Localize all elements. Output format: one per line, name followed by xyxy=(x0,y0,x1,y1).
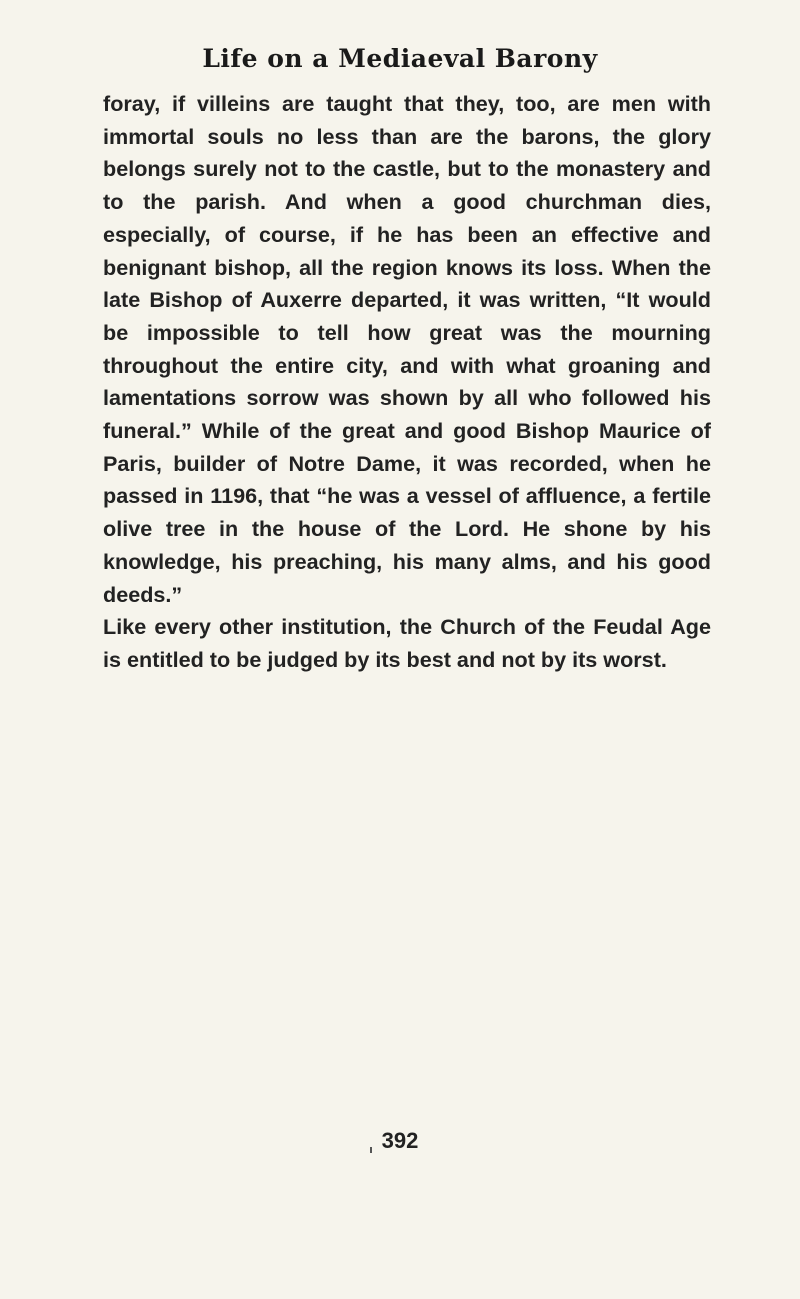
body-text xyxy=(103,88,711,677)
running-head: Life on a Mediaeval Barony xyxy=(202,44,598,73)
paragraph-1: foray, if villeins are taught that they, too, are men with immortal souls no less than are the barons, the glory belongs surely not to the castle, but to the monastery and to the parish. And when a good churchman dies, especially, of course, if he has been an effective and benignant bishop, all the region knows its loss. When the late Bishop of Auxerre departed, it was written, “It would be impossible to tell how great was the mourning throughout the entire city, and with what groaning and lamentations sorrow was shown by all who followed his funeral.” While of the great and good Bishop Maurice of Paris, builder of Notre Dame, it was recorded, when he passed in 1196, that “he was a vessel of affluence, a fertile olive tree in the house of the Lord. He shone by his knowledge, his preaching, his many alms, and his good deeds.” xyxy=(103,91,711,607)
page-number: 392 xyxy=(381,1128,419,1153)
paragraph-2: Like every other institution, the Church of the Feudal Age is entitled to be judged by its best and not by its worst. xyxy=(103,614,711,672)
